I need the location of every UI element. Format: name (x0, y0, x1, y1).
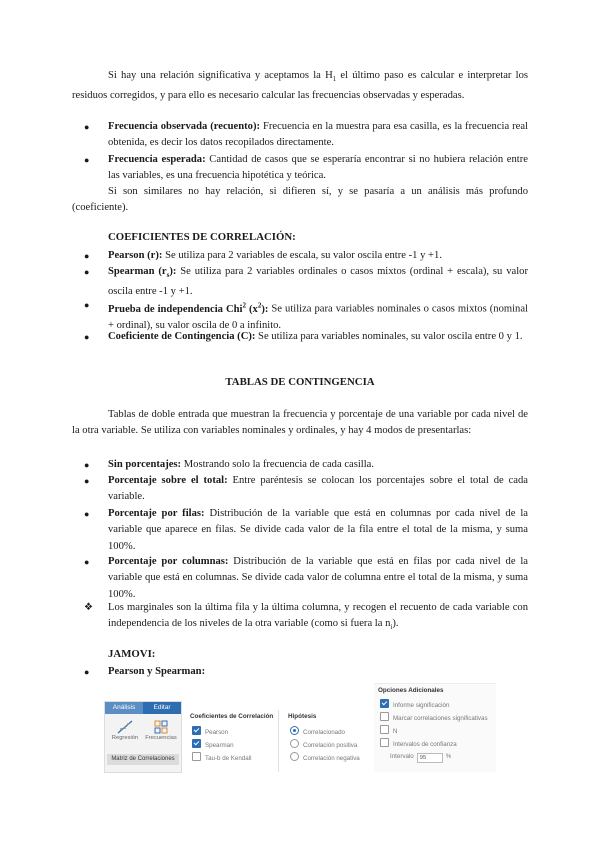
negativa-radio[interactable]: Correlación negativa (290, 752, 360, 762)
list-item: ● Frecuencia observada (recuento): Frecuencia en la muestra para esa casilla, es la frecuencia real obtenida, es decir los datos recopilados directamente. (84, 121, 528, 149)
list-item: ● Spearman $(r_s)$: Se utiliza para 2 variables ordinales o casos mixtos (ordinal + escala), su valor oscila entre -1 y +1. (84, 266, 528, 297)
jamovi-heading: JAMOVI: (108, 648, 156, 660)
significacion-checkbox[interactable]: Informe significación (380, 699, 449, 709)
bullet-icon: ● (84, 251, 90, 261)
regression-icon (117, 720, 133, 734)
frecuencias-label: Frecuencias (145, 735, 177, 741)
coef-panel-title: Coeficientes de Correlación (190, 713, 274, 720)
similar-paragraph: Si son similares no hay relación, si difieren sí, y se pasaría a un análisis más profundo (coeficiente). (72, 186, 528, 214)
checkbox-checked-icon (192, 739, 201, 748)
list-item: ❖ Los marginales son la última fila y la última columna, y recogen el recuento de cada variable con independencia de los niveles de la otra variable (como si fuera la $n_i$). (84, 602, 528, 632)
n-checkbox[interactable]: N (380, 725, 397, 735)
coef-panel (186, 710, 279, 772)
hypothesis-panel-title: Hipótesis (288, 713, 317, 720)
bullet-icon: ● (84, 300, 90, 310)
frecuencias-tool[interactable] (143, 718, 179, 748)
regresion-tool[interactable] (107, 718, 143, 748)
list-item: ● Prueba de independencia Chi$^2$ $(x^2)$: Se utiliza para variables nominales o casos mixtos (nominal + ordinal), su valor oscila de 0 a infinito. (84, 297, 528, 334)
correlacionado-radio[interactable]: Correlacionado (290, 726, 345, 736)
bullet-icon: ● (84, 476, 90, 486)
kendall-checkbox[interactable]: Tau-b de Kendall (192, 752, 251, 762)
positiva-radio[interactable]: Correlación positiva (290, 739, 357, 749)
checkbox-checked-icon (192, 726, 201, 735)
diamond-bullet-icon: ❖ (84, 602, 93, 613)
options-panel (374, 683, 496, 772)
options-panel-title: Opciones Adicionales (378, 687, 444, 694)
spearman-checkbox[interactable]: Spearman (192, 739, 234, 749)
frequencies-icon (153, 720, 169, 734)
regresion-label: Regresión (111, 735, 139, 741)
intro-paragraph: Si hay una relación significativa y aceptamos la $H_1$ el último paso es calcular e interpretar los residuos corregidos, y para ello es necesario calcular las frecuencias observadas y esperadas. (72, 70, 528, 101)
list-item: ● Porcentaje por filas: Distribución de la variable que está en columnas por cada nivel de la variable que aparece en filas. Se divide cada valor de la fila entre el total de la misma, y suma 100%. (84, 508, 528, 552)
intervalos-checkbox[interactable]: Intervalos de confianza (380, 738, 457, 748)
list-item: ● Porcentaje por columnas: Distribución de la variable que está en filas por cada nivel de la variable que está en columnas. Se divide cada valor de columna entre el total de la misma, y suma 100%. (84, 556, 528, 600)
checkbox-icon (380, 738, 389, 747)
bullet-icon: ● (84, 667, 90, 677)
bullet-icon: ● (84, 267, 90, 277)
menu-item-matriz-correlaciones[interactable]: Matriz de Correlaciones (107, 754, 179, 765)
intervalo-input[interactable]: 95 (417, 753, 443, 763)
bullet-icon: ● (84, 509, 90, 519)
list-item: ● Sin porcentajes: Mostrando solo la frecuencia de cada casilla. (84, 457, 528, 473)
marcar-checkbox[interactable]: Marcar correlaciones significativas (380, 712, 488, 722)
list-item: ● Coeficiente de Contingencia (C): Se utiliza para variables nominales, su valor oscila entre 0 y 1. (84, 329, 528, 345)
list-item: ● Pearson y Spearman: (84, 664, 528, 680)
checkbox-icon (192, 752, 201, 761)
checkbox-icon (380, 712, 389, 721)
tab-analisis[interactable]: Análisis (105, 702, 143, 714)
bullet-icon: ● (84, 155, 90, 165)
bullet-icon: ● (84, 557, 90, 567)
tables-heading: TABLAS DE CONTINGENCIA (225, 376, 375, 388)
list-item: ● Pearson (r): Se utiliza para 2 variables de escala, su valor oscila entre -1 y +1. (84, 248, 528, 264)
list-item: ● Frecuencia esperada: Cantidad de casos que se esperaría encontrar si no hubiera relación entre las variables, es una frecuencia hipotética y teórica. (84, 154, 528, 182)
radio-selected-icon (290, 726, 299, 735)
intervalo-field: Intervalo 95 % (390, 753, 452, 761)
radio-icon (290, 752, 299, 761)
coef-heading: COEFICIENTES DE CORRELACIÓN: (108, 231, 296, 243)
bullet-icon: ● (84, 122, 90, 132)
checkbox-icon (380, 725, 389, 734)
radio-icon (290, 739, 299, 748)
pearson-checkbox[interactable]: Pearson (192, 726, 228, 736)
bullet-icon: ● (84, 460, 90, 470)
tab-editar[interactable]: Editar (143, 702, 181, 714)
hypothesis-panel (284, 710, 368, 772)
tables-intro: Tablas de doble entrada que muestran la frecuencia y porcentaje de una variable por cada nivel de la otra variable. Se utiliza con variables nominales y ordinales, y hay 4 modos de presentarlas: (72, 409, 528, 437)
jamovi-toolbar (104, 701, 182, 773)
checkbox-checked-icon (380, 699, 389, 708)
bullet-icon: ● (84, 332, 90, 342)
list-item: ● Porcentaje sobre el total: Entre paréntesis se colocan los porcentajes sobre el total de cada variable. (84, 475, 528, 503)
